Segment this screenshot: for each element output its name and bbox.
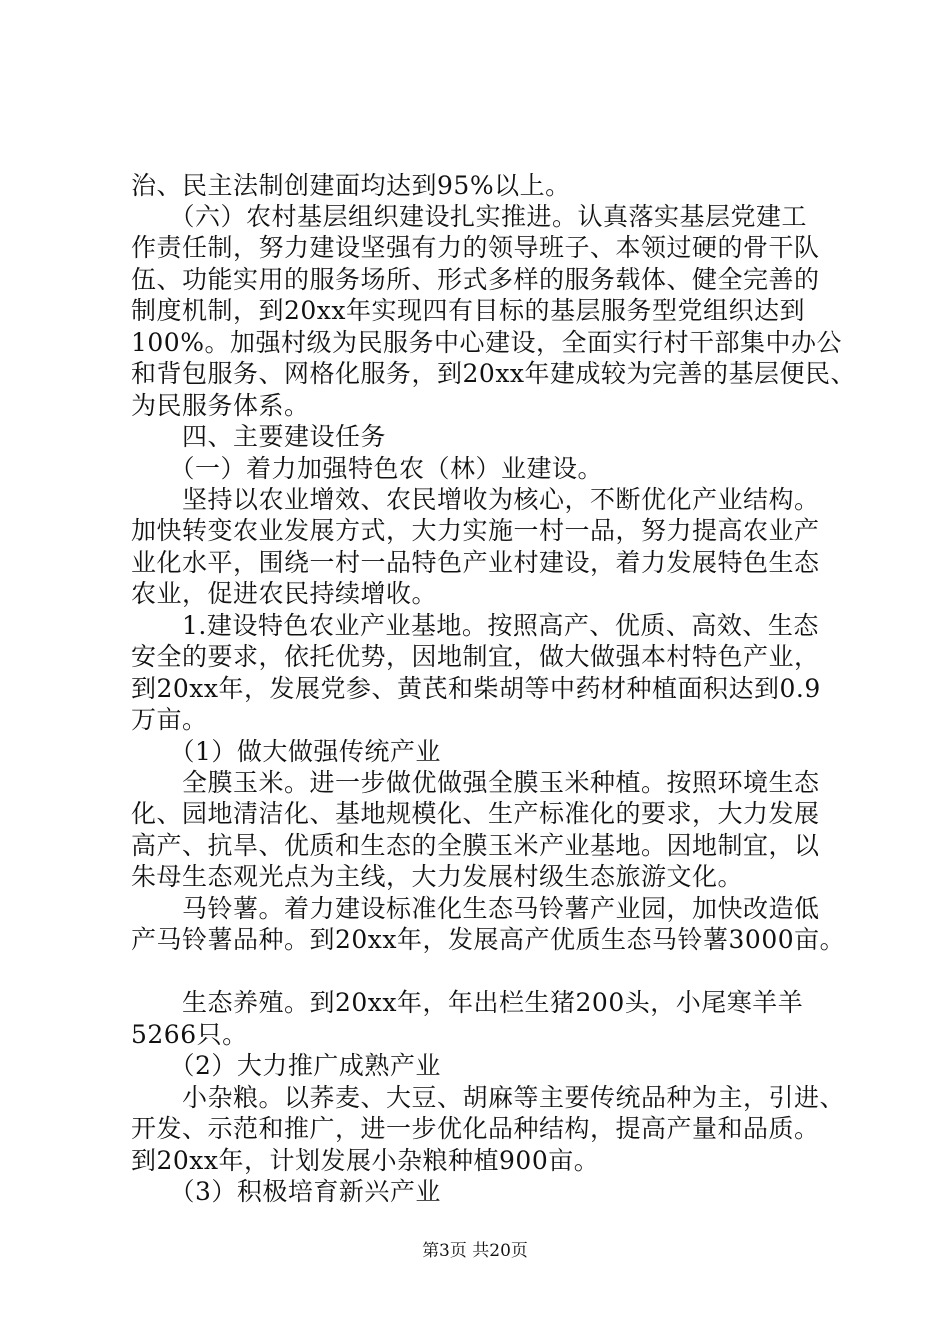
text-line: 治、民主法制创建面均达到95%以上。 [131,171,571,200]
text-line: 安全的要求，依托优势，因地制宜，做大做强本村特色产业， [131,642,820,671]
subsection-heading: （2）大力推广成熟产业 [131,1051,441,1080]
text-line: 和背包服务、网格化服务，到20xx年建成较为完善的基层便民、 [131,359,857,388]
text-line: 作责任制，努力建设坚强有力的领导班子、本领过硬的骨干队 [131,233,820,262]
text-line: 朱母生态观光点为主线，大力发展村级生态旅游文化。 [131,862,744,891]
text-line: 到20xx年，计划发展小杂粮种植900亩。 [131,1146,600,1175]
text-line: 小杂粮。以荞麦、大豆、胡麻等主要传统品种为主，引进、 [131,1083,846,1112]
text-line: 全膜玉米。进一步做优做强全膜玉米种植。按照环境生态 [131,768,820,797]
text-line: 业化水平，围绕一村一品特色产业村建设，着力发展特色生态 [131,548,820,577]
subsection-heading: （1）做大做强传统产业 [131,737,441,766]
text-line: 马铃薯。着力建设标准化生态马铃薯产业园，加快改造低 [131,894,820,923]
text-line: 坚持以农业增效、农民增收为核心，不断优化产业结构。 [131,485,820,514]
text-line: 农业，促进农民持续增收。 [131,579,438,608]
text-line: 化、园地清洁化、基地规模化、生产标准化的要求，大力发展 [131,799,820,828]
text-line: 为民服务体系。 [131,391,310,420]
text-line: 5266只。 [131,1020,248,1049]
text-line: 加快转变农业发展方式，大力实施一村一品，努力提高农业产 [131,516,820,545]
text-line: 100%。加强村级为民服务中心建设，全面实行村干部集中办公 [131,328,842,357]
page-footer: 第3页 共20页 [422,1241,528,1261]
text-line: （六）农村基层组织建设扎实推进。认真落实基层党建工 [131,202,808,231]
section-heading: 四、主要建设任务 [131,422,387,451]
text-line: 1.建设特色农业产业基地。按照高产、优质、高效、生态 [131,611,819,640]
text-line: 制度机制，到20xx年实现四有目标的基层服务型党组织达到 [131,296,806,325]
text-line: 高产、抗旱、优质和生态的全膜玉米产业基地。因地制宜，以 [131,831,820,860]
text-line: 到20xx年，发展党参、黄芪和柴胡等中药材种植面积达到0.9 [131,674,821,703]
subsection-heading: （一）着力加强特色农（林）业建设。 [131,454,604,483]
subsection-heading: （3）积极培育新兴产业 [131,1177,441,1206]
text-line: 万亩。 [131,705,208,734]
text-line: 生态养殖。到20xx年，年出栏生猪200头，小尾寒羊羊 [131,988,804,1017]
text-line: 开发、示范和推广，进一步优化品种结构，提高产量和品质。 [131,1114,820,1143]
text-line: 产马铃薯品种。到20xx年，发展高产优质生态马铃薯3000亩。 [131,925,846,954]
text-line: 伍、功能实用的服务场所、形式多样的服务载体、健全完善的 [131,265,820,294]
